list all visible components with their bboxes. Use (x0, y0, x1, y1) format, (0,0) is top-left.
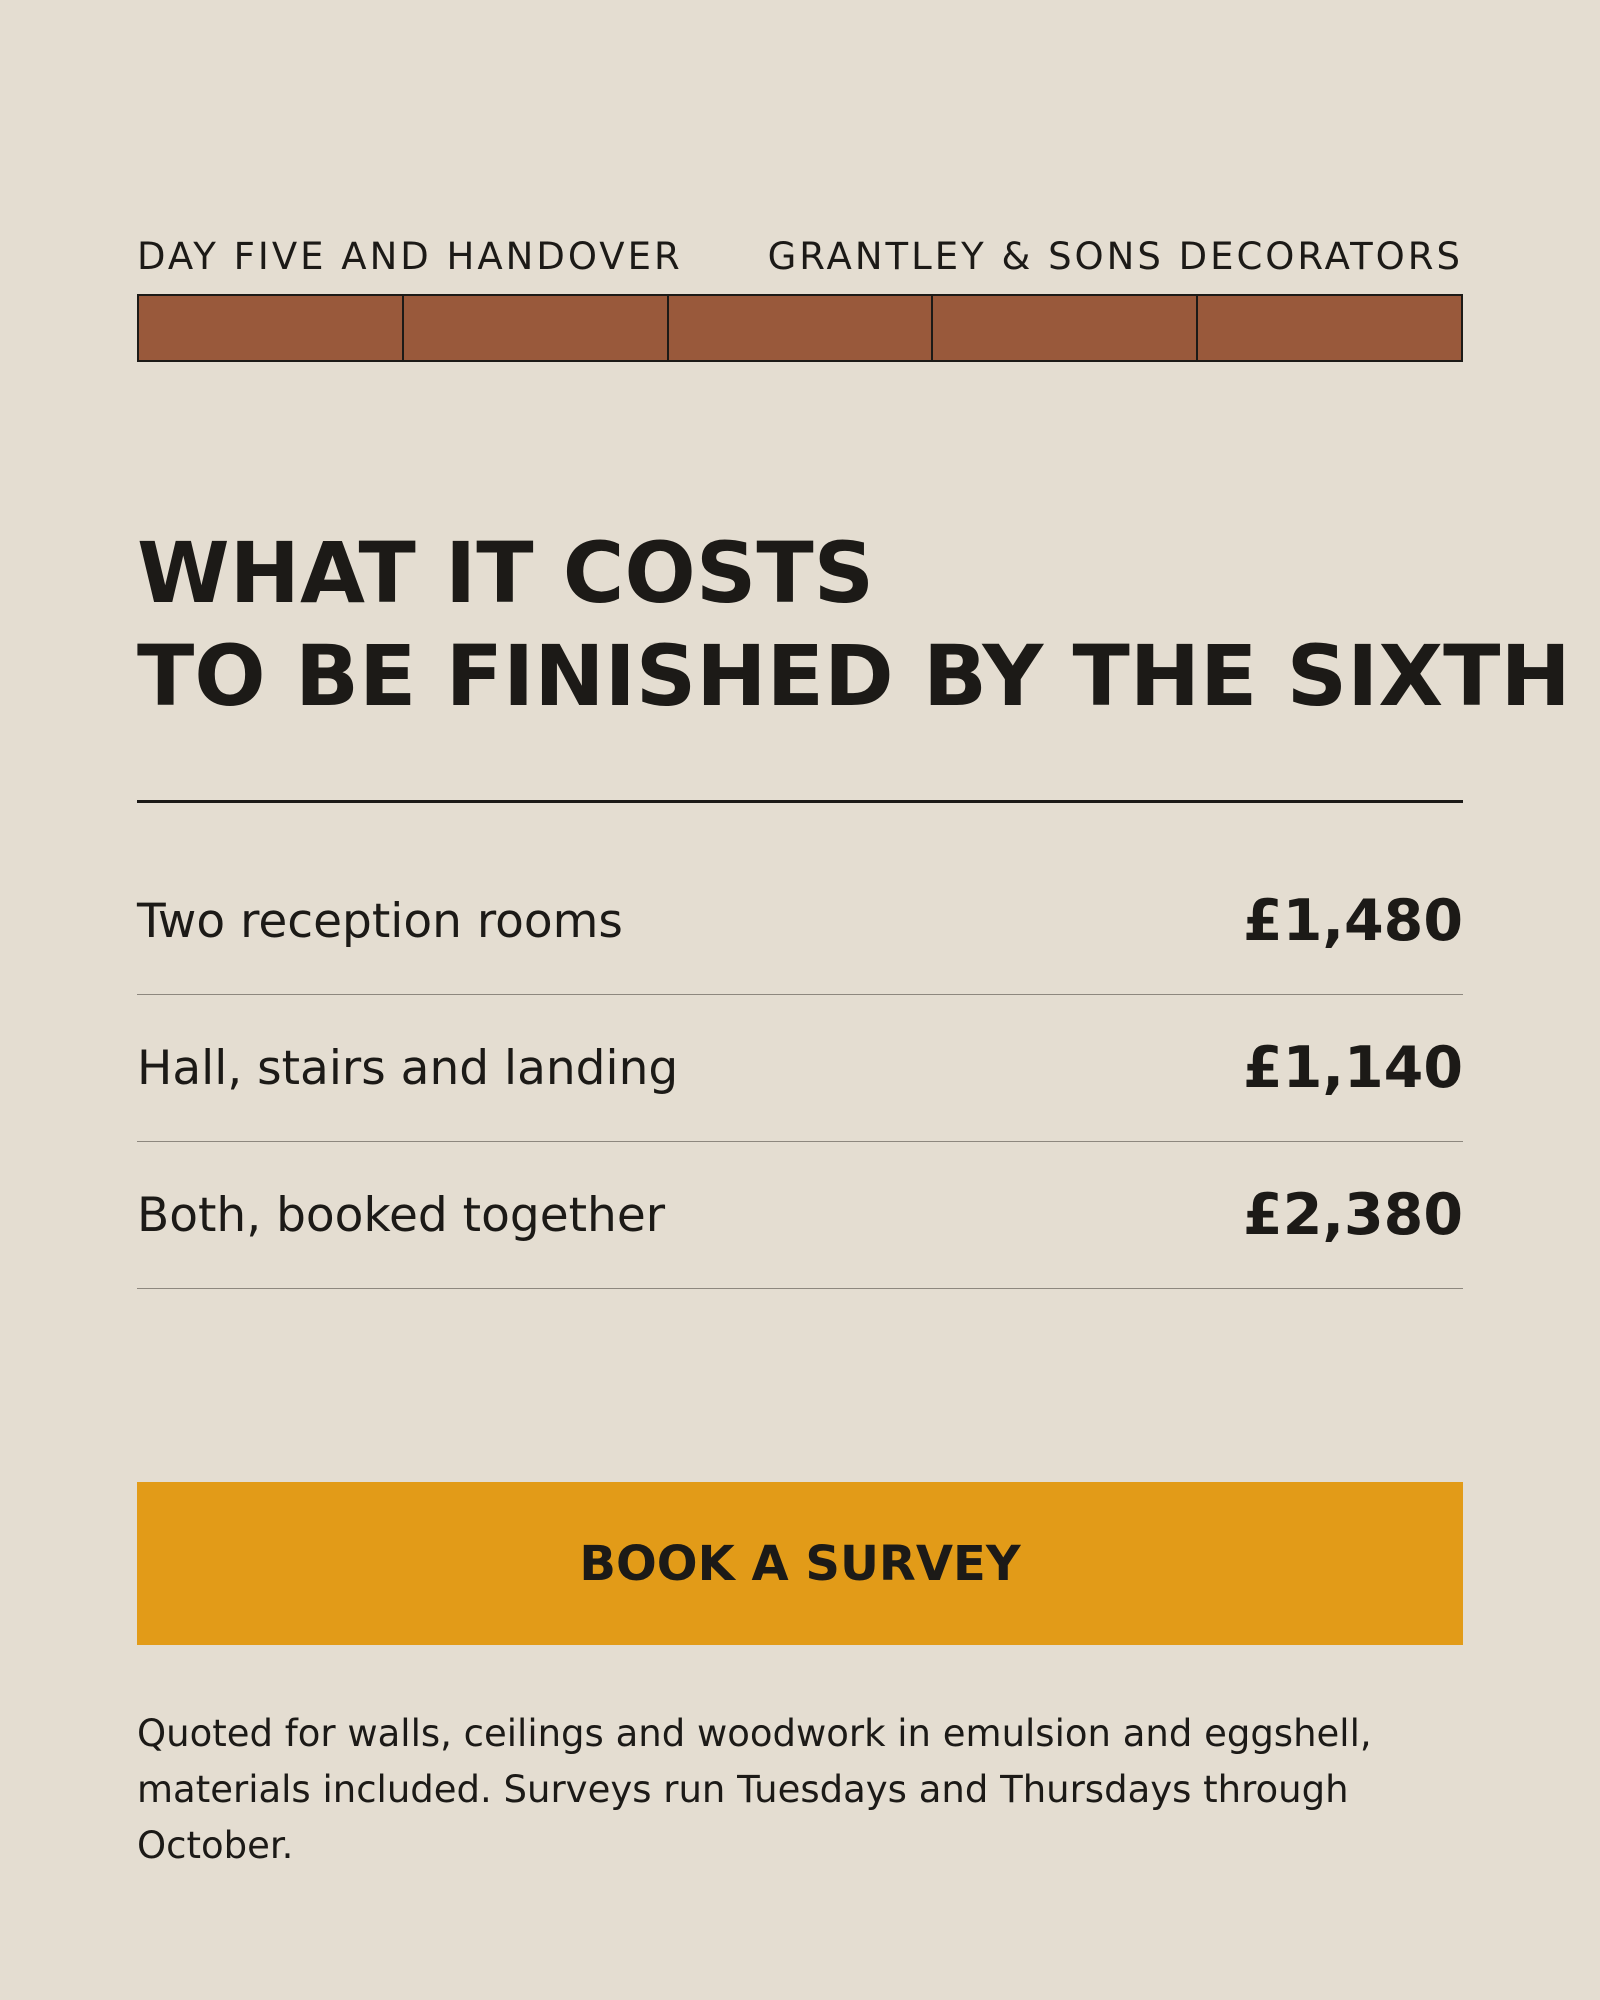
title-divider (137, 800, 1463, 803)
price-row (137, 995, 1463, 1142)
price-row (137, 848, 1463, 995)
step-label: DAY FIVE AND HANDOVER (137, 235, 683, 278)
progress-segment-5 (1198, 296, 1461, 360)
price-list (137, 848, 1463, 1289)
price-row (137, 1142, 1463, 1289)
price-row-value: £1,140 (1243, 1035, 1463, 1101)
progress-segment-2 (404, 296, 669, 360)
page-title-line-1: WHAT IT COSTS (137, 524, 875, 622)
top-bar (137, 232, 1463, 282)
progress-segment-1 (139, 296, 404, 360)
price-row-value: £1,480 (1243, 888, 1463, 954)
price-row-label: Both, booked together (137, 1187, 666, 1243)
footnote: Quoted for walls, ceilings and woodwork in emulsion and eggshell, materials included. Surveys run Tuesdays and Thursdays through October. (137, 1712, 1372, 1867)
page-title-line-2: TO BE FINISHED BY THE SIXTH (137, 627, 1571, 725)
company-name: GRANTLEY & SONS DECORATORS (767, 235, 1463, 278)
price-row-label: Hall, stairs and landing (137, 1040, 679, 1096)
price-row-label: Two reception rooms (137, 893, 623, 949)
progress-segment-4 (933, 296, 1198, 360)
progress-bar (137, 294, 1463, 362)
progress-segment-3 (669, 296, 934, 360)
price-row-value: £2,380 (1243, 1182, 1463, 1248)
page-title (137, 522, 1571, 728)
book-survey-button[interactable]: BOOK A SURVEY (137, 1482, 1463, 1645)
